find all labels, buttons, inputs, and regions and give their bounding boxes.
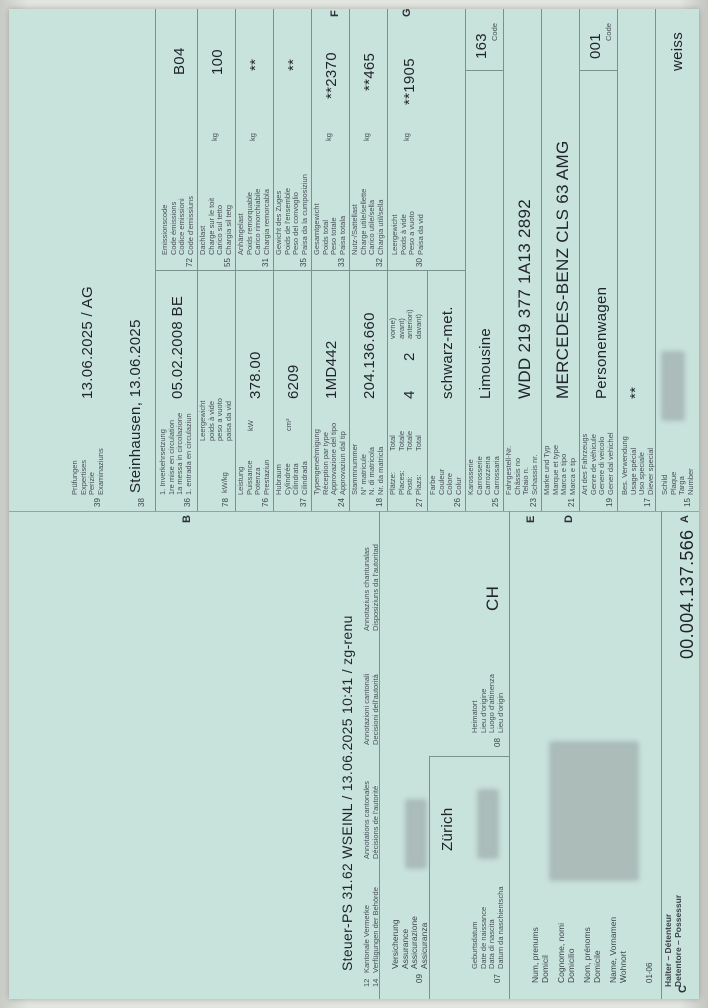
redacted-birthdate: [477, 789, 499, 859]
country-code: CH: [483, 585, 502, 611]
redacted-name-block: [549, 741, 639, 881]
section-letter-f: F: [329, 10, 341, 17]
roof-load-label: Dachlast Charge sur le toit Carico sul tetto Chargia sil tetg: [198, 197, 233, 255]
empty-weight-small-label: Leergewicht poids à vide peso a vuoto paisa da vid: [198, 398, 233, 441]
seats-label: Plätze: Places: Posti: Plazs:: [388, 470, 423, 495]
section-letter-a: A: [679, 515, 691, 523]
seats-total-label: Total Totale Totale Total: [388, 430, 423, 451]
canton-label-fr: Annotations cantonales Décisions de l'autorité: [362, 781, 380, 859]
payload-label: Nutz-/Sattellast Charge utile/sellette Carico utile/sella Chargia util/sella: [350, 188, 385, 255]
chassis-label: Fahrgestell-Nr. Châssis no Telaio n. Schassis nr.: [504, 445, 539, 495]
color-label: Farbe Couleur Colore Colur: [428, 468, 463, 495]
section-letter-d: D: [563, 515, 575, 523]
cognome-label: Cognome, nomi Domicilio: [556, 922, 576, 983]
holder-header: Halter – Détenteur Detentore – Possessur: [663, 894, 683, 987]
power-unit: kW: [246, 420, 255, 431]
color-value: schwarz-met.: [439, 306, 456, 399]
train-weight-label: Gewicht des Zuges Poids de l'ensemble Peso del convoglio Paisa da la cumposiziun: [274, 174, 309, 255]
field-15: 15: [683, 498, 692, 507]
train-weight: **: [285, 58, 302, 71]
redacted-insurance: [405, 799, 427, 869]
field-27: 27: [415, 498, 424, 507]
field-39: 39: [93, 498, 102, 507]
seats-front: 2: [401, 352, 418, 361]
empty-weight-label: Leergewicht Poids à vide Peso a vuoto Paisa da vid: [390, 211, 425, 255]
body-label: Karosserie Carrosserie Carrozzeria Carrossaria: [466, 456, 501, 495]
gross-weight: **2370: [323, 52, 340, 99]
power: 378.00: [247, 351, 264, 399]
vehicle-type: Personenwagen: [593, 286, 610, 399]
empty-weight: **1905: [401, 58, 418, 105]
vehicle-type-label: Art des Fahrzeugs Genre de véhicule Genere di veicolo Gener dal vehichel: [580, 432, 615, 495]
field-33: 33: [337, 258, 346, 267]
field-25: 25: [491, 498, 500, 507]
seats-total: 4: [401, 390, 418, 399]
insurance-city: Zürich: [439, 807, 456, 851]
field-78: 78: [221, 498, 230, 507]
canton-label-it: Annotazioni cantonali Decisioni dell'autorità: [362, 673, 380, 745]
usage-value: **: [627, 386, 644, 399]
section-letter-e: E: [525, 515, 537, 523]
nom-label: Nom, prénoms Domicile: [582, 927, 602, 983]
inspection-value: 13.06.2025 / AG: [79, 286, 96, 399]
roof-load: 100: [209, 49, 226, 75]
section-letter-c: C: [677, 985, 689, 993]
usage-label: Bes. Verwendung Usage spécial Uso speciale Diever special: [620, 436, 655, 495]
field-38: 38: [137, 498, 146, 507]
field-08: 08: [493, 738, 502, 747]
field-26: 26: [453, 498, 462, 507]
payload-unit: kg: [362, 133, 371, 141]
seats-front-label: vorne) avant) anteriori) davant): [388, 309, 423, 339]
vehicle-registration-card: [9, 9, 699, 999]
field-12-14: 12 14: [362, 978, 380, 987]
displacement-label: Hubraum Cylindrée Cilindrata Cilindrada: [274, 461, 309, 495]
field-17: 17: [643, 498, 652, 507]
trailer-weight: **: [247, 58, 264, 71]
body-code-label: Code: [490, 23, 499, 41]
make-label: Marke und Typ Marque et type Marca e tipo Marca e tip: [542, 444, 577, 495]
holder-pane: [9, 511, 699, 999]
field-72: 72: [185, 258, 194, 267]
field-35: 35: [299, 258, 308, 267]
section-letter-g: G: [401, 8, 413, 17]
first-reg-label: 1. Inverkehrsetzung 1re mise en circulation 1a messa in circolazione 1. entrada en circulaziun: [158, 412, 193, 495]
field-21: 21: [567, 498, 576, 507]
issue-place-date: Steinhausen, 13.06.2025: [127, 319, 144, 493]
type-approval: 1MD442: [323, 340, 340, 399]
field-55: 55: [223, 258, 232, 267]
roof-load-unit: kg: [210, 133, 219, 141]
emission-label: Emissionscode Code émissions Codice emissioni Code d'emissiuns: [160, 196, 195, 255]
field-30: 30: [415, 258, 424, 267]
field-18: 18: [375, 498, 384, 507]
type-code: 001: [587, 33, 604, 59]
field-24: 24: [337, 498, 346, 507]
first-registration: 05.02.2008 BE: [169, 295, 186, 399]
birth-label: Geburtsdatum Date de naissance Data di nascita Datum da naschientscha: [470, 886, 505, 969]
redacted-plate: [661, 351, 685, 421]
field-09: 09: [415, 974, 424, 983]
gross-weight-label: Gesamtgewicht Poids total Peso totale Paisa totala: [312, 203, 347, 255]
field-37: 37: [299, 498, 308, 507]
type-code-label: Code: [604, 23, 613, 41]
master-label: Stammnummer N° matricule N. di matricola Nr. da matricla: [350, 443, 385, 495]
document-number: 00.004.137.566: [677, 529, 697, 659]
field-19: 19: [605, 498, 614, 507]
plate-label: Schild Plaque Targa Number: [660, 468, 695, 495]
home-label: Heimatort Lieu d'origine Luogo d'attinenza Lieu d'origin: [470, 674, 505, 733]
field-01-06: 01-06: [645, 962, 654, 983]
canton-note: Steuer-PS 31.62 WSEINL / 13.06.2025 10:41 / zg-renu: [339, 615, 355, 971]
section-letter-b: B: [181, 515, 193, 523]
field-07: 07: [493, 974, 502, 983]
name-label: Name, Vornamen Wohnort: [608, 916, 628, 983]
master-number: 204.136.660: [361, 312, 378, 399]
canton-label-de: Kantonale Vermerke Verfügungen der Behörde: [362, 887, 380, 973]
emission-code: B04: [171, 47, 188, 75]
trailer-label: Anhängelast Poids remorquable Carico rimorchiabile Chargia remorcabla: [236, 188, 271, 255]
displacement: 6209: [285, 364, 302, 399]
displacement-unit: cm³: [284, 418, 293, 431]
payload: **465: [361, 52, 378, 91]
body-code: 163: [473, 33, 490, 59]
inspection-label: Prüfungen Expertises Perizie Examinaziuns: [70, 448, 105, 495]
field-23: 23: [529, 498, 538, 507]
field-76: 76: [261, 498, 270, 507]
chassis-number: WDD 219 377 1A13 2892: [515, 198, 534, 399]
vehicle-pane: [9, 8, 699, 523]
type-approval-label: Typengenehmigung Réception par type Approvazione del tipo Approvaziun dal tip: [312, 422, 347, 495]
insurance-label: Versicherung Assurance Assicurazione Assicuranza: [390, 916, 429, 969]
make-model: MERCEDES-BENZ CLS 63 AMG: [553, 140, 572, 399]
field-36: 36: [183, 498, 192, 507]
canton-label-rm: Annotaziuns chantunalas Disposiziuns da l'autoritad: [362, 544, 380, 631]
field-31: 31: [261, 258, 270, 267]
field-32: 32: [375, 258, 384, 267]
trailer-unit: kg: [248, 133, 257, 141]
empty-weight-unit: kg: [402, 133, 411, 141]
plate-color: weiss: [669, 31, 686, 71]
power-label: Leistung Puissance Potenza Prestaziun: [236, 459, 271, 495]
num-label: Num, prenums Domicil: [530, 927, 550, 983]
gross-weight-unit: kg: [324, 133, 333, 141]
power-weight-label: kW/kg: [220, 472, 229, 493]
body-type: Limousine: [477, 327, 494, 399]
